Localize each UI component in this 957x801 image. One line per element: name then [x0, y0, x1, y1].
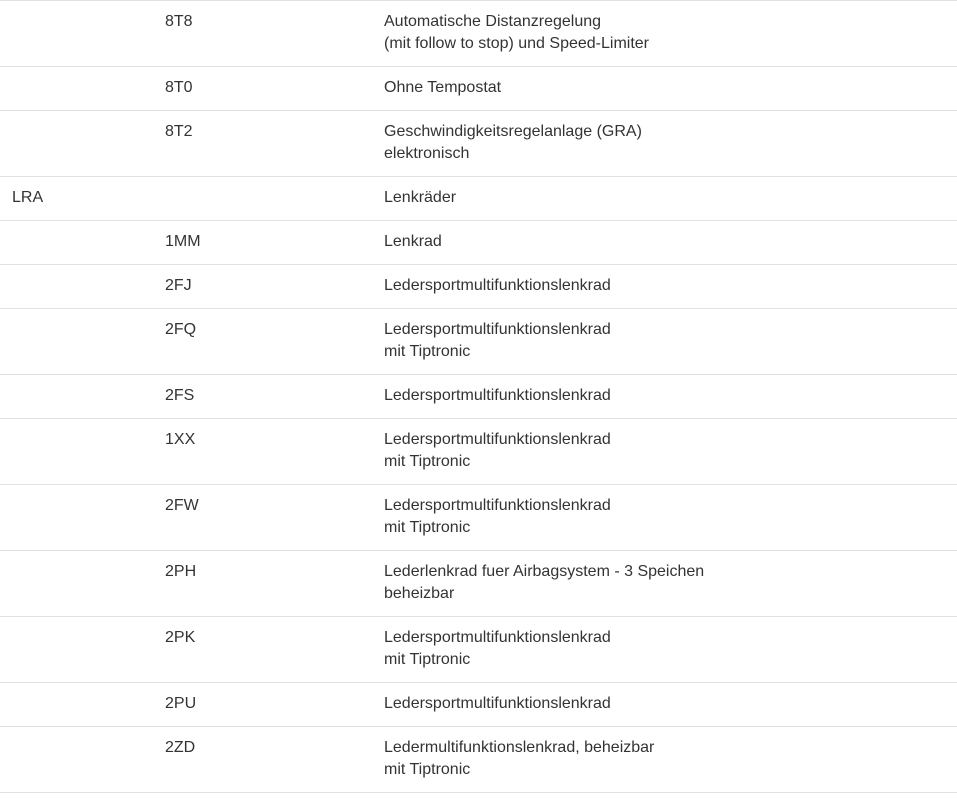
description-cell: Geschwindigkeitsregelanlage (GRA) elektronisch	[384, 123, 642, 162]
description-cell: Ledersportmultifunktionslenkrad	[384, 277, 611, 294]
code-cell: 2PH	[165, 563, 197, 580]
table-row	[0, 111, 957, 177]
description-cell: Ledersportmultifunktionslenkrad mit Tiptronic	[384, 629, 611, 668]
code-cell: 2FQ	[165, 321, 197, 338]
code-cell: 2FS	[165, 387, 195, 404]
table-row	[0, 375, 957, 419]
group-cell	[0, 375, 165, 418]
code-cell: 1XX	[165, 431, 196, 448]
description-cell: Ledersportmultifunktionslenkrad mit Tiptronic	[384, 431, 611, 470]
table-row	[0, 221, 957, 265]
group-cell	[0, 1, 165, 66]
description-cell: Lenkräder	[384, 189, 457, 206]
description-cell: Ledermultifunktionslenkrad, beheizbar mit Tiptronic	[384, 739, 655, 778]
group-cell	[0, 265, 165, 308]
description-cell: Ledersportmultifunktionslenkrad mit Tiptronic	[384, 497, 611, 536]
group-cell	[0, 309, 165, 374]
description-cell: Lederlenkrad fuer Airbagsystem - 3 Speichen beheizbar	[384, 563, 705, 602]
description-cell: Ledersportmultifunktionslenkrad	[384, 387, 611, 404]
description-cell: Automatische Distanzregelung (mit follow to stop) und Speed-Limiter	[384, 13, 649, 52]
group-cell	[0, 683, 165, 726]
code-cell: 8T0	[165, 79, 193, 96]
group-cell	[0, 221, 165, 264]
group-cell	[0, 419, 165, 484]
group-cell	[0, 485, 165, 550]
table-row	[0, 551, 957, 617]
table-row	[0, 419, 957, 485]
table-row	[0, 485, 957, 551]
code-cell: 2PK	[165, 629, 196, 646]
table-row	[0, 309, 957, 375]
group-cell	[0, 617, 165, 682]
description-cell: Lenkrad	[384, 233, 442, 250]
code-cell: 2PU	[165, 695, 197, 712]
code-cell: 2ZD	[165, 739, 196, 756]
table-row	[0, 727, 957, 793]
group-cell	[0, 111, 165, 176]
code-cell: 8T8	[165, 13, 193, 30]
group-cell	[0, 727, 165, 792]
description-cell: Ledersportmultifunktionslenkrad mit Tiptronic	[384, 321, 611, 360]
code-cell	[165, 177, 384, 220]
table-row	[0, 0, 957, 67]
table-row	[0, 617, 957, 683]
code-cell: 2FJ	[165, 277, 192, 294]
table-row	[0, 683, 957, 727]
code-cell: 8T2	[165, 123, 193, 140]
group-cell: LRA	[12, 189, 44, 206]
code-cell: 2FW	[165, 497, 199, 514]
code-cell: 1MM	[165, 233, 201, 250]
table-row	[0, 177, 957, 221]
group-cell	[0, 67, 165, 110]
table-row	[0, 67, 957, 111]
description-cell: Ohne Tempostat	[384, 79, 502, 96]
table-row	[0, 265, 957, 309]
group-cell	[0, 551, 165, 616]
description-cell: Ledersportmultifunktionslenkrad	[384, 695, 611, 712]
